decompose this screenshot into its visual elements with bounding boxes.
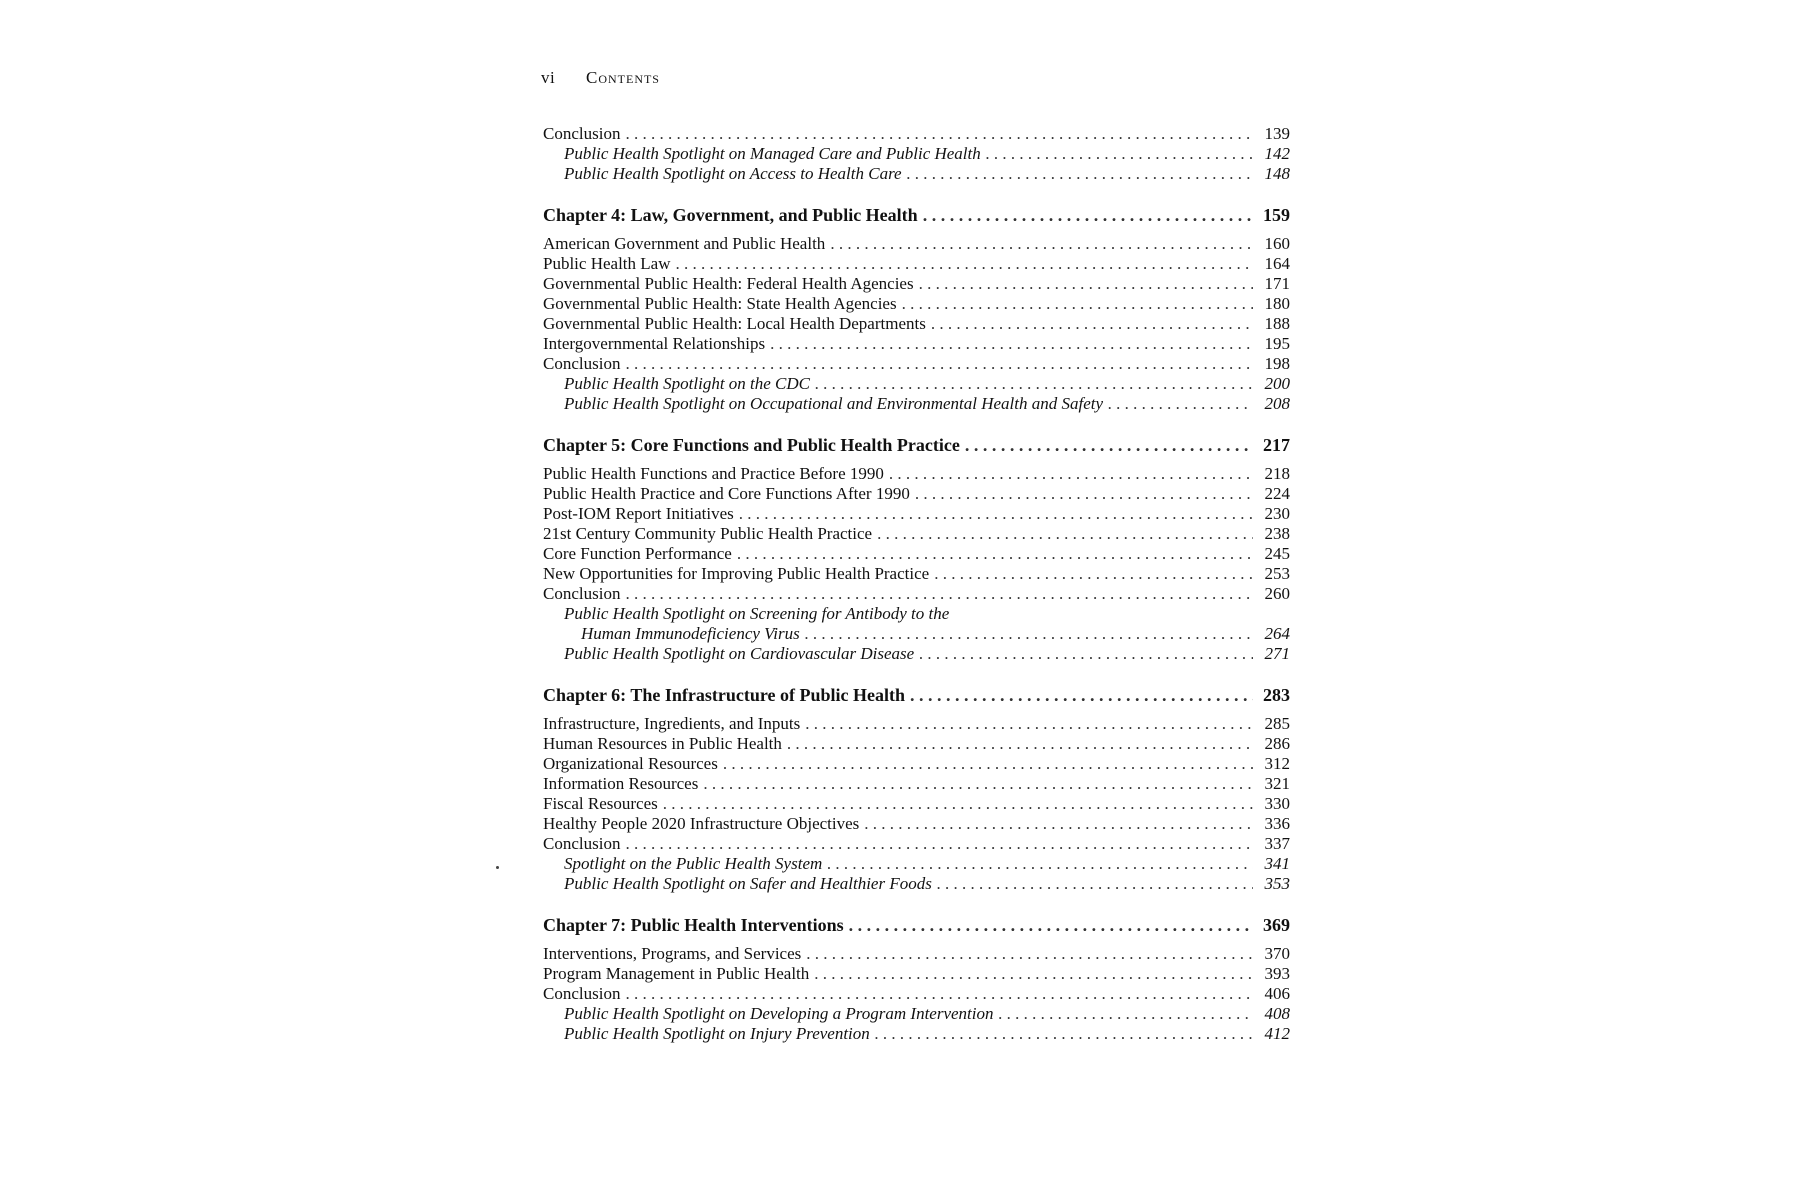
entry-page-number: 336	[1264, 814, 1290, 833]
dot-leader	[999, 1004, 1254, 1024]
dot-leader	[625, 584, 1253, 604]
toc-entry-program-management-in-public-health	[543, 964, 1290, 984]
entry-title: Governmental Public Health: State Health Agencies	[543, 294, 897, 313]
entry-title: Governmental Public Health: Federal Health Agencies	[543, 274, 914, 293]
dot-leader	[625, 984, 1253, 1004]
table-of-contents	[543, 124, 1290, 1062]
dot-leader	[723, 754, 1253, 774]
dot-leader	[675, 254, 1253, 274]
toc-entry-post-iom-report-initiatives	[543, 504, 1290, 524]
chapter-heading	[543, 682, 1290, 708]
dot-leader	[931, 314, 1253, 334]
dot-leader	[986, 144, 1253, 164]
toc-entry-conclusion	[543, 984, 1290, 1004]
entry-page-number: 406	[1264, 984, 1290, 1003]
dot-leader	[703, 774, 1253, 794]
toc-entry-human-resources-in-public-health	[543, 734, 1290, 754]
entry-page-number: 208	[1264, 394, 1290, 413]
dot-leader	[889, 464, 1253, 484]
toc-entry-fiscal-resources	[543, 794, 1290, 814]
dot-leader	[923, 202, 1253, 228]
toc-entry-governmental-public-health-state-health-agencies	[543, 294, 1290, 314]
toc-entry-public-health-spotlight-on-the-cdc	[543, 374, 1290, 394]
dot-leader	[625, 354, 1253, 374]
entry-page-number: 198	[1264, 354, 1290, 373]
entry-page-number: 330	[1264, 794, 1290, 813]
page-header	[541, 68, 660, 88]
entry-page-number: 195	[1264, 334, 1290, 353]
dot-leader	[907, 164, 1253, 184]
dot-leader	[663, 794, 1253, 814]
entry-page-number: 370	[1264, 944, 1290, 963]
chapter-title: Chapter 7: Public Health Interventions	[543, 915, 844, 935]
toc-section	[543, 682, 1290, 894]
entry-title: American Government and Public Health	[543, 234, 826, 253]
entry-title: Public Health Law	[543, 254, 671, 273]
toc-entry-public-health-practice-and-core-functions-after-	[543, 484, 1290, 504]
toc-entry-information-resources	[543, 774, 1290, 794]
toc-entry-public-health-law	[543, 254, 1290, 274]
toc-entry-public-health-spotlight-on-managed-care-and-publ	[543, 144, 1290, 164]
entry-page-number: 353	[1264, 874, 1290, 893]
chapter-page-number: 283	[1263, 685, 1290, 705]
entry-title: 21st Century Community Public Health Practice	[543, 524, 873, 543]
toc-entry-public-health-functions-and-practice-before-1990	[543, 464, 1290, 484]
entry-page-number: 253	[1264, 564, 1290, 583]
toc-section	[543, 432, 1290, 664]
entry-title: Public Health Functions and Practice Before 1990	[543, 464, 884, 483]
entry-page-number: 271	[1264, 644, 1290, 663]
toc-entry-governmental-public-health-federal-health-agenci	[543, 274, 1290, 294]
toc-entry-conclusion	[543, 124, 1290, 144]
entry-title: Core Function Performance	[543, 544, 732, 563]
toc-entry-public-health-spotlight-on-injury-prevention	[543, 1024, 1290, 1044]
entry-title: Healthy People 2020 Infrastructure Objectives	[543, 814, 860, 833]
toc-entry-core-function-performance	[543, 544, 1290, 564]
entry-page-number: 260	[1264, 584, 1290, 603]
entry-title: Infrastructure, Ingredients, and Inputs	[543, 714, 801, 733]
entry-page-number: 230	[1264, 504, 1290, 523]
entry-title: Public Health Spotlight on Managed Care and Public Health	[564, 144, 981, 163]
entry-page-number: 408	[1264, 1004, 1290, 1023]
dot-leader	[902, 294, 1253, 314]
dot-leader	[625, 124, 1253, 144]
scan-speck	[496, 866, 499, 869]
toc-entry-organizational-resources	[543, 754, 1290, 774]
entry-title: Intergovernmental Relationships	[543, 334, 766, 353]
dot-leader	[787, 734, 1253, 754]
toc-entry-governmental-public-health-local-health-departme	[543, 314, 1290, 334]
toc-entry-conclusion	[543, 354, 1290, 374]
dot-leader	[910, 682, 1253, 708]
entry-page-number: 321	[1264, 774, 1290, 793]
dot-leader	[827, 854, 1253, 874]
entry-title: Public Health Spotlight on Access to Health Care	[564, 164, 902, 183]
entry-page-number: 337	[1264, 834, 1290, 853]
toc-entry-conclusion	[543, 834, 1290, 854]
chapter-page-number: 217	[1263, 435, 1290, 455]
entry-page-number: 180	[1264, 294, 1290, 313]
entry-page-number: 139	[1264, 124, 1290, 143]
entry-title: Program Management in Public Health	[543, 964, 810, 983]
entry-title: Human Immunodeficiency Virus	[581, 624, 800, 643]
dot-leader	[625, 834, 1253, 854]
entry-page-number: 224	[1264, 484, 1290, 503]
dot-leader	[739, 504, 1253, 524]
toc-entry-public-health-spotlight-on-screening-for-antibod	[543, 604, 1290, 624]
entry-page-number: 171	[1264, 274, 1290, 293]
entry-title: Interventions, Programs, and Services	[543, 944, 802, 963]
entry-page-number: 312	[1264, 754, 1290, 773]
entry-page-number: 160	[1264, 234, 1290, 253]
entry-page-number: 200	[1264, 374, 1290, 393]
toc-entry-spotlight-on-the-public-health-system	[543, 854, 1290, 874]
entry-page-number: 264	[1264, 624, 1290, 643]
toc-entry-american-government-and-public-health	[543, 234, 1290, 254]
chapter-heading	[543, 912, 1290, 938]
dot-leader	[849, 912, 1253, 938]
chapter-heading	[543, 432, 1290, 458]
entry-title: Public Health Spotlight on Occupational and Environmental Health and Safety	[564, 394, 1104, 413]
dot-leader	[737, 544, 1253, 564]
toc-entry-infrastructure-ingredients-and-inputs	[543, 714, 1290, 734]
entry-page-number: 245	[1264, 544, 1290, 563]
entry-page-number: 218	[1264, 464, 1290, 483]
entry-title: Post-IOM Report Initiatives	[543, 504, 734, 523]
toc-entry-public-health-spotlight-on-safer-and-healthier-f	[543, 874, 1290, 894]
entry-title: Organizational Resources	[543, 754, 718, 773]
running-title: Contents	[585, 68, 660, 87]
chapter-title: Chapter 4: Law, Government, and Public Health	[543, 205, 918, 225]
dot-leader	[934, 564, 1253, 584]
chapter-title: Chapter 5: Core Functions and Public Health Practice	[543, 435, 960, 455]
toc-entry-21st-century-community-public-health-practice	[543, 524, 1290, 544]
toc-section	[543, 202, 1290, 414]
entry-page-number: 341	[1264, 854, 1290, 873]
entry-page-number: 238	[1264, 524, 1290, 543]
dot-leader	[805, 714, 1253, 734]
entry-title: Public Health Spotlight on Developing a Program Intervention	[564, 1004, 994, 1023]
entry-title: New Opportunities for Improving Public Health Practice	[543, 564, 930, 583]
entry-title: Public Health Spotlight on Injury Prevention	[564, 1024, 870, 1043]
entry-title: Conclusion	[543, 124, 621, 143]
chapter-page-number: 369	[1263, 915, 1290, 935]
entry-page-number: 393	[1264, 964, 1290, 983]
dot-leader	[814, 964, 1253, 984]
chapter-heading	[543, 202, 1290, 228]
dot-leader	[877, 524, 1253, 544]
entry-page-number: 286	[1264, 734, 1290, 753]
entry-title: Conclusion	[543, 584, 621, 603]
toc-entry-new-opportunities-for-improving-public-health-pr	[543, 564, 1290, 584]
entry-page-number: 142	[1264, 144, 1290, 163]
chapter-page-number: 159	[1263, 205, 1290, 225]
dot-leader	[937, 874, 1253, 894]
page-number: vi	[541, 68, 556, 87]
dot-leader	[965, 432, 1253, 458]
entry-page-number: 164	[1264, 254, 1290, 273]
toc-section	[543, 912, 1290, 1044]
entry-page-number: 412	[1264, 1024, 1290, 1043]
entry-title: Governmental Public Health: Local Health Departments	[543, 314, 926, 333]
toc-entry-interventions-programs-and-services	[543, 944, 1290, 964]
entry-title: Fiscal Resources	[543, 794, 658, 813]
dot-leader	[919, 644, 1253, 664]
toc-entry-public-health-spotlight-on-access-to-health-care	[543, 164, 1290, 184]
toc-entry-intergovernmental-relationships	[543, 334, 1290, 354]
entry-title: Public Health Spotlight on the CDC	[564, 374, 811, 393]
dot-leader	[830, 234, 1253, 254]
entry-title: Conclusion	[543, 834, 621, 853]
dot-leader	[805, 624, 1253, 644]
entry-page-number: 188	[1264, 314, 1290, 333]
toc-entry-human-immunodeficiency-virus	[543, 624, 1290, 644]
dot-leader	[815, 374, 1253, 394]
toc-entry-public-health-spotlight-on-cardiovascular-diseas	[543, 644, 1290, 664]
entry-page-number: 285	[1264, 714, 1290, 733]
entry-title: Information Resources	[543, 774, 699, 793]
chapter-title: Chapter 6: The Infrastructure of Public Health	[543, 685, 905, 705]
dot-leader	[806, 944, 1253, 964]
entry-page-number: 148	[1264, 164, 1290, 183]
entry-title: Public Health Spotlight on Cardiovascular Disease	[564, 644, 915, 663]
entry-title: Conclusion	[543, 984, 621, 1003]
toc-entry-public-health-spotlight-on-occupational-and-envi	[543, 394, 1290, 414]
dot-leader	[875, 1024, 1253, 1044]
toc-section	[543, 124, 1290, 184]
entry-title: Public Health Spotlight on Screening for Antibody to the	[564, 604, 950, 623]
entry-title: Human Resources in Public Health	[543, 734, 782, 753]
entry-title: Conclusion	[543, 354, 621, 373]
toc-entry-public-health-spotlight-on-developing-a-program-	[543, 1004, 1290, 1024]
toc-entry-conclusion	[543, 584, 1290, 604]
dot-leader	[915, 484, 1253, 504]
entry-title: Spotlight on the Public Health System	[564, 854, 823, 873]
dot-leader	[864, 814, 1253, 834]
entry-title: Public Health Practice and Core Functions After 1990	[543, 484, 910, 503]
dot-leader	[770, 334, 1253, 354]
toc-entry-healthy-people-2020-infrastructure-objectives	[543, 814, 1290, 834]
dot-leader	[1108, 394, 1253, 414]
dot-leader	[919, 274, 1253, 294]
entry-title: Public Health Spotlight on Safer and Healthier Foods	[564, 874, 932, 893]
